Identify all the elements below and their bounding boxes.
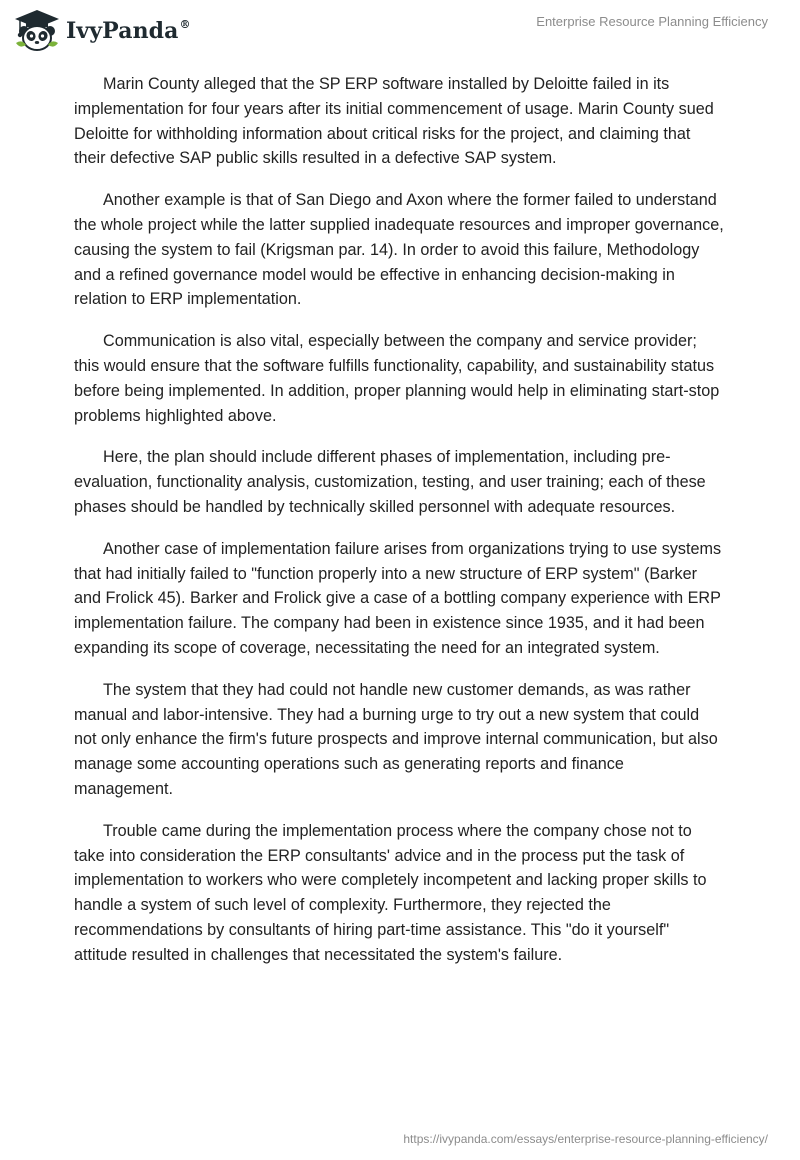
paragraph: Communication is also vital, especially between the company and service provider; this would ensure that the software fulfills functionality, capability, and sustainability status before being implemented. In addition, proper planning would help in eliminating start-stop problems highlighted above.	[74, 332, 720, 425]
brand-name: IvyPanda®	[66, 17, 191, 44]
paragraph: Marin County alleged that the SP ERP software installed by Deloitte failed in its implementation for four years after its initial commencement of usage. Marin County sued Deloitte for withholding information about critical risks for the project, and claiming that their defective SAP public skills resulted in a defective SAP system.	[74, 75, 714, 168]
paragraph: Another example is that of San Diego and Axon where the former failed to understand the whole project while the latter supplied inadequate resources and improper governance, causing the system to fail (Krigsman par. 14). In order to avoid this failure, Methodology and a refined governance model would be effective in enhancing decision-making in relation to ERP implementation.	[74, 191, 724, 309]
ivypanda-logo[interactable]	[14, 9, 191, 51]
paragraph: The system that they had could not handle new customer demands, as was rather manual and labor-intensive. They had a burning urge to try out a new system that could not only enhance the firm's future prospects and improve internal communication, but also manage some accounting operations such as generating reports and finance management.	[74, 680, 718, 798]
paragraph: Here, the plan should include different phases of implementation, including pre-evaluation, functionality analysis, customization, testing, and user training; each of these phases should be handled by technically skilled personnel with adequate resources.	[74, 448, 706, 516]
document-title: Enterprise Resource Planning Efficiency	[536, 14, 768, 29]
paragraph: Another case of implementation failure arises from organizations trying to use systems that had initially failed to "function properly into a new structure of ERP system" (Barker and Frolick 45). Barker and Frolick give a case of a bottling company experience with ERP implementation failure. The company had been in existence since 1935, and it had been expanding its scope of coverage, necessitating the need for an integrated system.	[74, 539, 722, 657]
page-header	[0, 0, 800, 60]
source-url[interactable]: https://ivypanda.com/essays/enterprise-resource-planning-efficiency/	[403, 1132, 768, 1146]
panda-graduate-icon	[14, 9, 60, 51]
paragraph: Trouble came during the implementation process where the company chose not to take into consideration the ERP consultants' advice and in the process put the task of implementation to workers who were completely incompetent and lacking proper skills to handle a system of such level of complexity. Furthermore, they rejected the recommendations by consultants of hiring part-time assistance. This "do it yourself" attitude resulted in challenges that necessitated the system's failure.	[74, 821, 707, 964]
essay-body	[74, 72, 724, 985]
registered-mark: ®	[179, 17, 191, 31]
